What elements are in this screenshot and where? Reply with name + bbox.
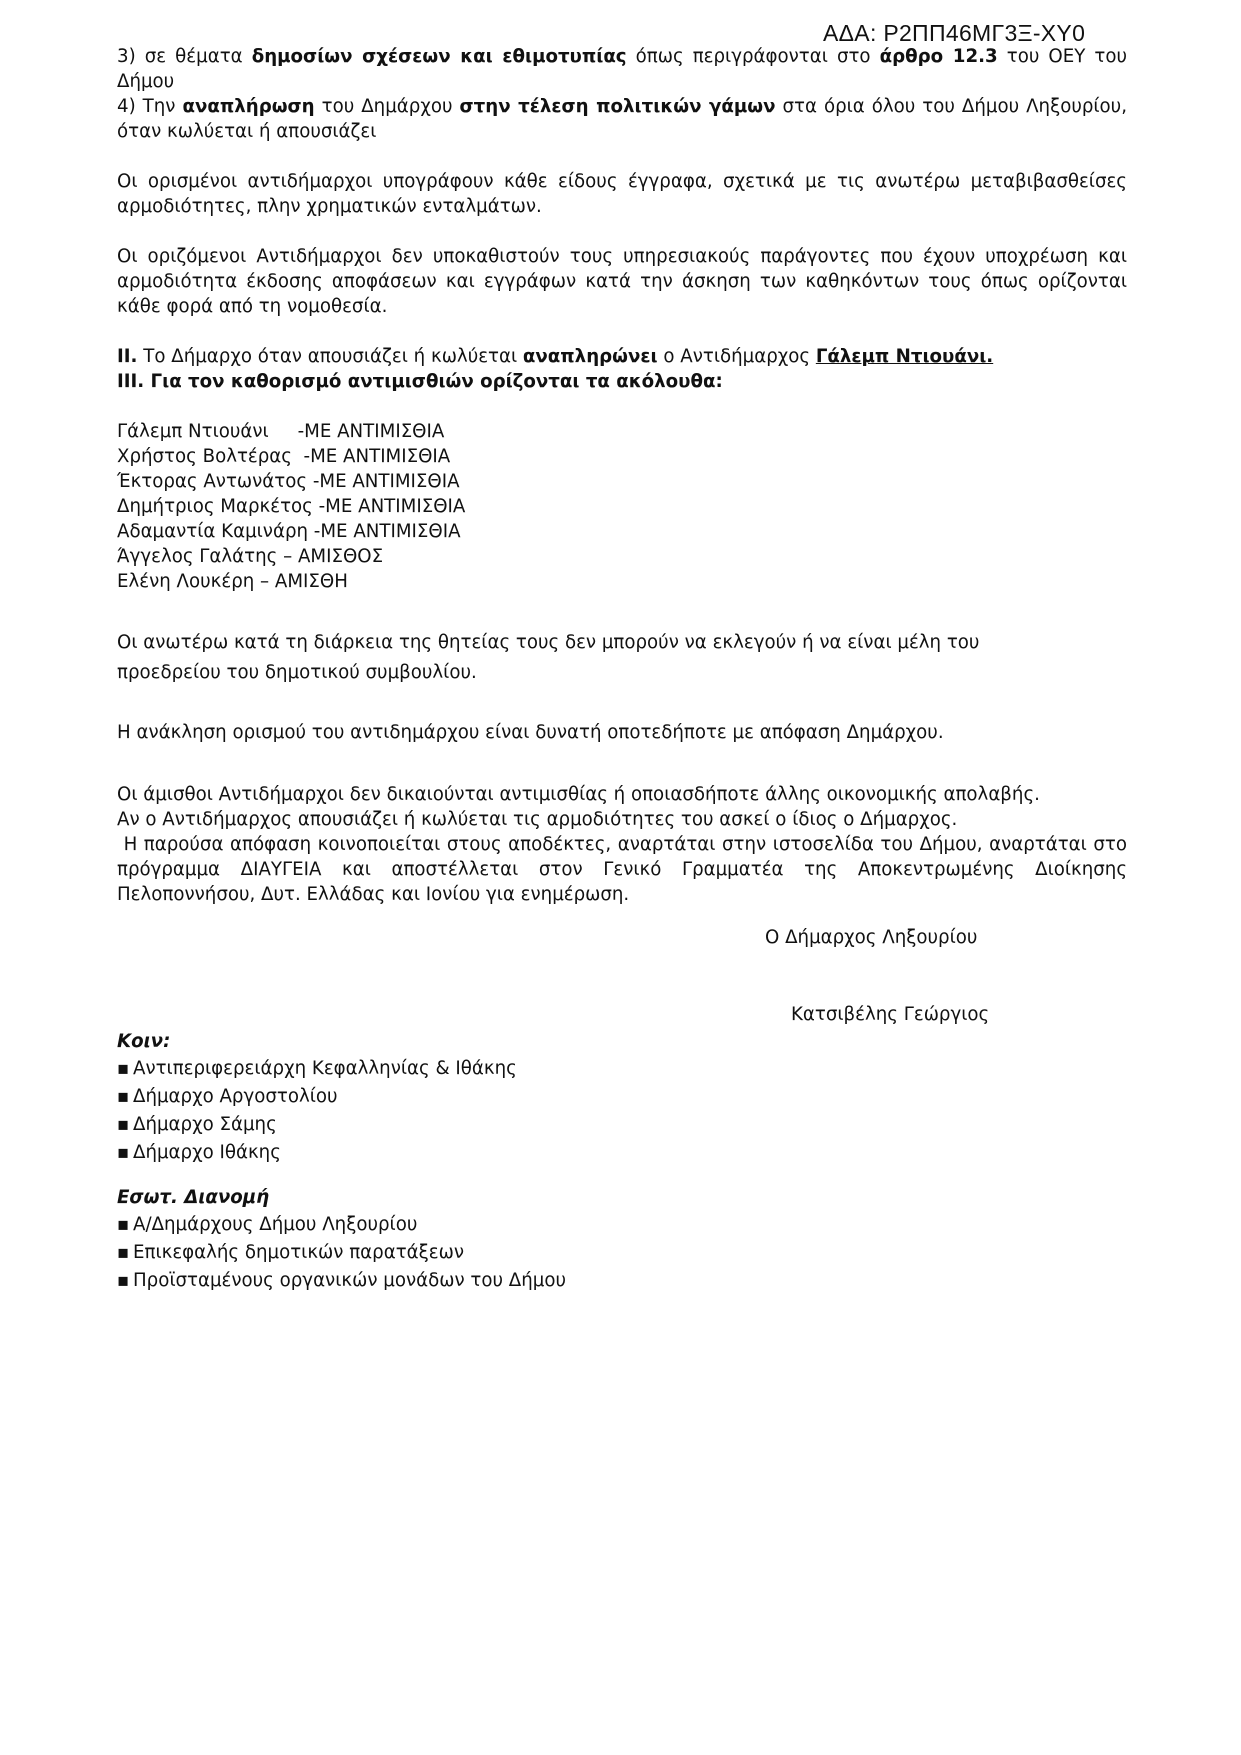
bullet-icon: ▪ [117, 1058, 130, 1079]
internal-item-label: Επικεφαλής δημοτικών παρατάξεων [133, 1242, 464, 1263]
koin-item-label: Δήμαρχο Αργοστολίου [133, 1086, 338, 1107]
bullet-icon: ▪ [117, 1242, 130, 1263]
deputy-entry: Δημήτριος Μαρκέτος -ΜΕ ΑΝΤΙΜΙΣΘΙΑ [117, 496, 466, 517]
paragraph-absence: Αν ο Αντιδήμαρχος απουσιάζει ή κωλύεται τις αρμοδιότητες του ασκεί ο ίδιος ο Δήμαρχος. [117, 809, 958, 830]
bullet-icon: ▪ [117, 1114, 130, 1135]
internal-item [117, 1239, 817, 1267]
deputy-entry: Γάλεμπ Ντιουάνι -ΜΕ ΑΝΤΙΜΙΣΘΙΑ [117, 421, 445, 442]
bullet-icon: ▪ [117, 1142, 130, 1163]
item-4-bold-civil-weddings: στην τέλεση πολιτικών γάμων [459, 96, 776, 117]
paragraph-signing: Οι ορισμένοι αντιδήμαρχοι υπογράφουν κάθε είδους έγγραφα, σχετικά με τις ανωτέρω μεταβιβασθείσες αρμοδιότητες, πλην χρηματικών ενταλμάτων. [117, 171, 1127, 217]
paragraph-notification: Η παρούσα απόφαση κοινοποιείται στους αποδέκτες, αναρτάται στην ιστοσελίδα του Δήμου, αναρτάται στο πρόγραμμα ΔΙΑΥΓΕΙΑ και αποστέλλεται στον Γενικό Γραμματέα της Αποκεντρωμένης Διοίκησης Πελοποννήσου, Δυτ. Ελλάδας και Ιονίου για ενημέρωση. [117, 834, 1133, 905]
signature-name: Κατσιβέλης Γεώργιος [791, 1004, 990, 1025]
koin-item [117, 1055, 817, 1083]
koin-item-label: Δήμαρχο Ιθάκης [133, 1142, 281, 1163]
deputy-entry: Χρήστος Βολτέρας -ΜΕ ΑΝΤΙΜΙΣΘΙΑ [117, 446, 451, 467]
internal-item [117, 1211, 817, 1239]
item-4-text: του Δημάρχου [314, 96, 460, 117]
document-body [117, 44, 1133, 907]
item-3-text: του ΟΕΥ του Δήμου [117, 46, 1128, 92]
section-2-text: ο Αντιδήμαρχος [657, 346, 816, 367]
signature-title: Ο Δήμαρχος Ληξουρίου [765, 927, 978, 948]
koin-item-label: Αντιπεριφερειάρχη Κεφαλληνίας & Ιθάκης [133, 1058, 517, 1079]
paragraph-revocation: Η ανάκληση ορισμού του αντιδημάρχου είναι δυνατή οποτεδήποτε με απόφαση Δημάρχου. [117, 722, 944, 743]
paragraph-unpaid: Οι άμισθοι Αντιδήμαρχοι δεν δικαιούνται αντιμισθίας ή οποιασδήποτε άλλης οικονομικής απολαβής. [117, 784, 1040, 805]
paragraph-board-line-1: Οι ανωτέρω κατά τη διάρκεια της θητείας τους δεν μπορούν να εκλεγούν ή να είναι μέλη του [117, 632, 980, 653]
section-2-number: ΙΙ. [117, 346, 138, 367]
paragraph-no-substitution: Οι οριζόμενοι Αντιδήμαρχοι δεν υποκαθιστούν τους υπηρεσιακούς παράγοντες που έχουν υποχρέωση και αρμοδιότητα έκδοσης αποφάσεων και εγγράφων κατά την άσκηση των καθηκόντων τους όπως ορίζονται κάθε φορά από τη νομοθεσία. [117, 246, 1127, 317]
internal-item-label: Προϊσταμένους οργανικών μονάδων του Δήμου [133, 1270, 566, 1291]
section-2-deputy-name: Γάλεμπ Ντιουάνι. [815, 346, 994, 367]
ada-code: ΑΔΑ: Ρ2ΠΠ46ΜΓ3Ξ-ΧΥ0 [823, 20, 1086, 46]
koin-item [117, 1111, 817, 1139]
deputy-entry: Αδαμαντία Καμινάρη -ΜΕ ΑΝΤΙΜΙΣΘΙΑ [117, 521, 461, 542]
internal-distribution-list [117, 1211, 817, 1295]
section-2-text: Το Δήμαρχο όταν απουσιάζει ή κωλύεται [137, 346, 523, 367]
deputy-entry: Ελένη Λουκέρη – ΑΜΙΣΘΗ [117, 571, 348, 592]
paragraph-board-line-2: προεδρείου του δημοτικού συμβουλίου. [117, 662, 477, 683]
item-4-text: στα όρια όλου του Δήμου Ληξουρίου, όταν κωλύεται ή απουσιάζει [117, 96, 1127, 142]
distribution-section [117, 1029, 817, 1295]
section-3-heading: ΙΙΙ. Για τον καθορισμό αντιμισθιών ορίζονται τα ακόλουθα: [117, 371, 723, 392]
item-3-text: όπως περιγράφονται στο [626, 46, 880, 67]
internal-item [117, 1267, 817, 1295]
koin-heading: Κοιν: [117, 1031, 171, 1052]
koin-list [117, 1055, 817, 1167]
section-2 [117, 344, 1127, 369]
section-2-bold-substitutes: αναπληρώνει [522, 346, 658, 367]
item-4-bold-substitution: αναπλήρωση [182, 96, 315, 117]
item-3-bold-article: άρθρο 12.3 [879, 46, 998, 67]
item-4-text: 4) Την [117, 96, 183, 117]
bullet-icon: ▪ [117, 1214, 130, 1235]
bullet-icon: ▪ [117, 1270, 130, 1291]
deputies-list [117, 419, 1127, 594]
bullet-icon: ▪ [117, 1086, 130, 1107]
koin-item [117, 1139, 817, 1167]
item-3 [117, 44, 1127, 94]
internal-item-label: Α/Δημάρχους Δήμου Ληξουρίου [133, 1214, 418, 1235]
internal-distribution-heading: Εσωτ. Διανομή [117, 1187, 270, 1208]
item-3-text: 3) σε θέματα [117, 46, 252, 67]
deputy-entry: Έκτορας Αντωνάτος -ΜΕ ΑΝΤΙΜΙΣΘΙΑ [117, 471, 460, 492]
item-4 [117, 94, 1127, 144]
koin-item-label: Δήμαρχο Σάμης [133, 1114, 277, 1135]
koin-item [117, 1083, 817, 1111]
item-3-bold-public-relations: δημοσίων σχέσεων και εθιμοτυπίας [251, 46, 627, 67]
deputy-entry: Άγγελος Γαλάτης – ΑΜΙΣΘΟΣ [117, 546, 384, 567]
